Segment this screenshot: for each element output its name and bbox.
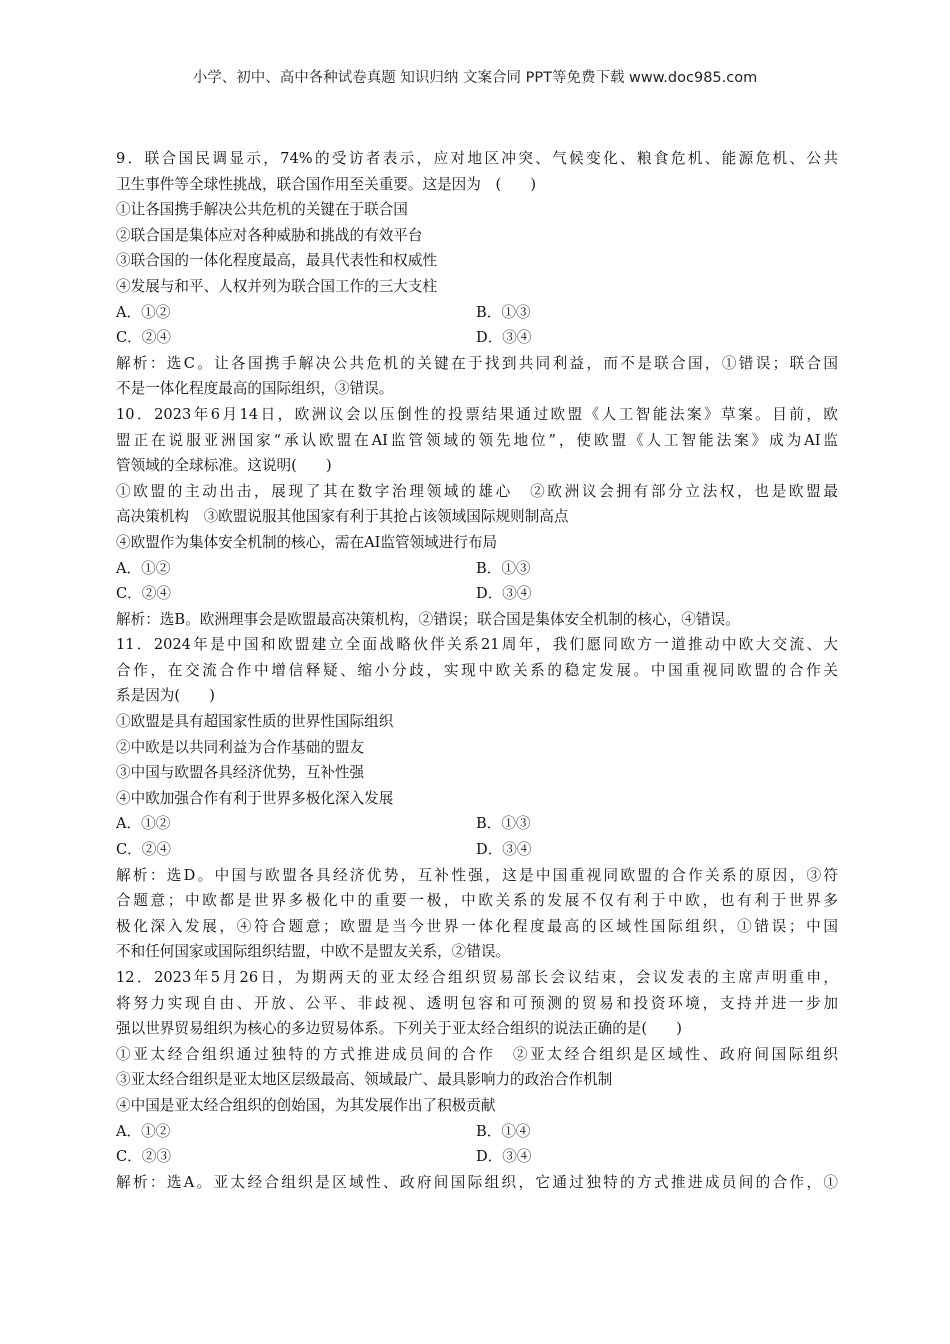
question-9 <box>116 146 838 402</box>
option-c: C．②③ <box>116 1148 171 1166</box>
document-body <box>116 146 838 1195</box>
question-stem-line: 11．2024年是中国和欧盟建立全面战略伙伴关系21周年，我们愿同欧方一道推动中欧大交流、大 <box>116 636 838 654</box>
option-row <box>116 1119 838 1145</box>
question-stem-line: 管领域的全球标准。这说明( ) <box>116 457 332 475</box>
option-row <box>116 1144 838 1170</box>
analysis-line: 极化深入发展，④符合题意；欧盟是当今世界一体化程度最高的区域性国际组织，①错误；中国 <box>116 917 838 935</box>
statement-item: ②联合国是集体应对各种威胁和挑战的有效平台 <box>116 226 423 244</box>
analysis-line: 不和任何国家或国际组织结盟，中欧不是盟友关系，②错误。 <box>116 943 511 961</box>
analysis-line: 解析：选D。中国与欧盟各具经济优势，互补性强，这是中国重视同欧盟的合作关系的原因，③符 <box>116 866 838 884</box>
statement-item: ③中国与欧盟各具经济优势，互补性强 <box>116 764 365 782</box>
option-c: C．②④ <box>116 329 171 347</box>
page-header: 小学、初中、高中各种试卷真题 知识归纳 文案合同 PPT等免费下载 www.doc985.com <box>192 70 758 86</box>
statement-item: ③联合国的一体化程度最高，最具代表性和权威性 <box>116 252 438 270</box>
option-d: D．③④ <box>476 1148 532 1166</box>
option-b: B．①③ <box>476 815 531 833</box>
analysis-line: 不是一体化程度最高的国际组织，③错误。 <box>116 380 394 398</box>
option-row <box>116 300 838 326</box>
question-stem-line: 卫生事件等全球性挑战，联合国作用至关重要。这是因为 ( ) <box>116 175 537 193</box>
question-stem-line: 系是因为( ) <box>116 687 215 705</box>
option-c: C．②④ <box>116 585 171 603</box>
question-stem-line: 盟正在说服亚洲国家“承认欧盟在AI监管领域的领先地位”，使欧盟《人工智能法案》成为AI监 <box>116 431 838 449</box>
question-stem-line: 9．联合国民调显示，74%的受访者表示，应对地区冲突、气候变化、粮食危机、能源危机、公共 <box>116 150 838 167</box>
option-d: D．③④ <box>476 841 532 859</box>
question-12 <box>116 965 838 1195</box>
option-a: A．①② <box>116 559 171 577</box>
option-row <box>116 325 838 351</box>
option-a: A．①② <box>116 815 171 833</box>
question-10 <box>116 402 838 632</box>
statement-item: ①让各国携手解决公共危机的关键在于联合国 <box>116 201 408 219</box>
statement-item: ④欧盟作为集体安全机制的核心，需在AI监管领域进行布局 <box>116 533 498 551</box>
question-stem-line: 强以世界贸易组织为核心的多边贸易体系。下列关于亚太经合组织的说法正确的是( ) <box>116 1020 682 1038</box>
option-b: B．①③ <box>476 559 531 577</box>
option-d: D．③④ <box>476 585 532 603</box>
option-row <box>116 811 838 837</box>
option-b: B．①③ <box>476 303 531 321</box>
analysis-line: 解析：选B。欧洲理事会是欧盟最高决策机构，②错误；联合国是集体安全机制的核心，④错误。 <box>116 610 740 628</box>
question-stem-line: 12．2023年5月26日，为期两天的亚太经合组织贸易部长会议结束，会议发表的主席声明重申， <box>116 969 838 986</box>
statement-item: 高决策机构 ③欧盟说服其他国家有利于其抢占该领域国际规则制高点 <box>116 508 569 526</box>
statement-item: ③亚太经合组织是亚太地区层级最高、领域最广、最具影响力的政治合作机制 <box>116 1071 613 1089</box>
option-d: D．③④ <box>476 329 532 347</box>
question-11 <box>116 632 838 965</box>
option-row <box>116 581 838 607</box>
analysis-line: 解析：选A。亚太经合组织是区域性、政府间国际组织，它通过独特的方式推进成员间的合作，① <box>116 1173 838 1191</box>
statement-item: ①欧盟的主动出击，展现了其在数字治理领域的雄心 ②欧洲议会拥有部分立法权，也是欧盟最 <box>116 482 838 500</box>
question-stem-line: 10．2023年6月14日，欧洲议会以压倒性的投票结果通过欧盟《人工智能法案》草案。目前，欧 <box>116 405 838 423</box>
option-row <box>116 556 838 582</box>
statement-item: ①欧盟是具有超国家性质的世界性国际组织 <box>116 713 394 731</box>
statement-item: ④中欧加强合作有利于世界多极化深入发展 <box>116 789 394 807</box>
statement-item: ④发展与和平、人权并列为联合国工作的三大支柱 <box>116 277 438 295</box>
statement-item: ④中国是亚太经合组织的创始国，为其发展作出了积极贡献 <box>116 1096 496 1114</box>
option-a: A．①② <box>116 303 171 321</box>
statement-item: ①亚太经合组织通过独特的方式推进成员间的合作 ②亚太经合组织是区域性、政府间国际组织 <box>116 1045 838 1063</box>
option-c: C．②④ <box>116 841 171 859</box>
analysis-line: 解析：选C。让各国携手解决公共危机的关键在于找到共同利益，而不是联合国，①错误；联合国 <box>116 354 838 372</box>
option-a: A．①② <box>116 1122 171 1140</box>
option-row <box>116 837 838 863</box>
question-stem-line: 合作，在交流合作中增信释疑、缩小分歧，实现中欧关系的稳定发展。中国重视同欧盟的合作关 <box>116 661 838 679</box>
question-stem-line: 将努力实现自由、开放、公平、非歧视、透明包容和可预测的贸易和投资环境，支持并进一步加 <box>116 994 838 1012</box>
statement-item: ②中欧是以共同利益为合作基础的盟友 <box>116 738 365 756</box>
option-b: B．①④ <box>476 1122 531 1140</box>
analysis-line: 合题意；中欧都是世界多极化中的重要一极，中欧关系的发展不仅有利于中欧，也有利于世界多 <box>116 892 838 910</box>
